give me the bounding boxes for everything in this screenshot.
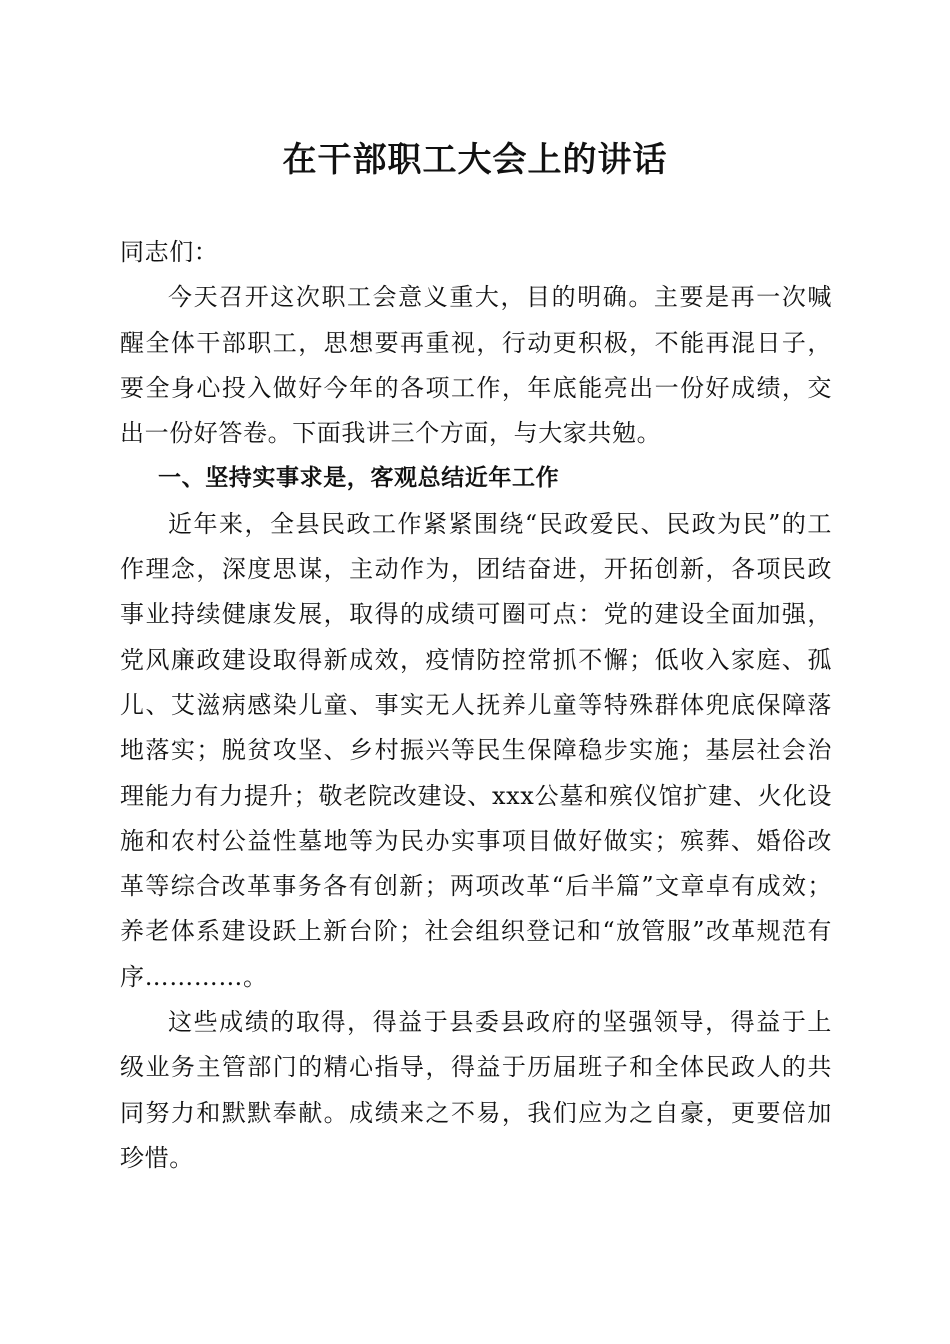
page-title: 在干部职工大会上的讲话 [282, 140, 668, 180]
intro-paragraph: 今天召开这次职工会意义重大，目的明确。主要是再一次喊醒全体干部职工，思想要再重视，行动更积极，不能再混日子，要全身心投入做好今年的各项工作，年底能亮出一份好成绩，交出一份好答卷。下面我讲三个方面，与大家共勉。 [120, 283, 832, 448]
section-heading-1: 一、坚持实事求是，客观总结近年工作 [158, 465, 560, 492]
document-body [120, 230, 832, 1181]
greeting: 同志们： [120, 238, 219, 266]
section1-paragraph-1: 近年来，全县民政工作紧紧围绕“民政爱民、民政为民”的工作理念，深度思谋，主动作为，团结奋进，开拓创新，各项民政事业持续健康发展，取得的成绩可圈可点：党的建设全面加强，党风廉政建设取得新成效，疫情防控常抓不懈；低收入家庭、孤儿、艾滋病感染儿童、事实无人抚养儿童等特殊群体兜底保障落地落实；脱贫攻坚、乡村振兴等民生保障稳步实施；基层社会治理能力有力提升；敬老院改建设、xxx公墓和殡仪馆扩建、火化设施和农村公益性墓地等为民办实事项目做好做实；殡葬、婚俗改革等综合改革事务各有创新；两项改革“后半篇”文章卓有成效；养老体系建设跃上新台阶；社会组织登记和“放管服”改革规范有序…………。 [120, 509, 832, 991]
section1-paragraph-2: 这些成绩的取得，得益于县委县政府的坚强领导，得益于上级业务主管部门的精心指导，得益于历届班子和全体民政人的共同努力和默默奉献。成绩来之不易，我们应为之自豪，更要倍加珍惜。 [120, 1008, 832, 1172]
